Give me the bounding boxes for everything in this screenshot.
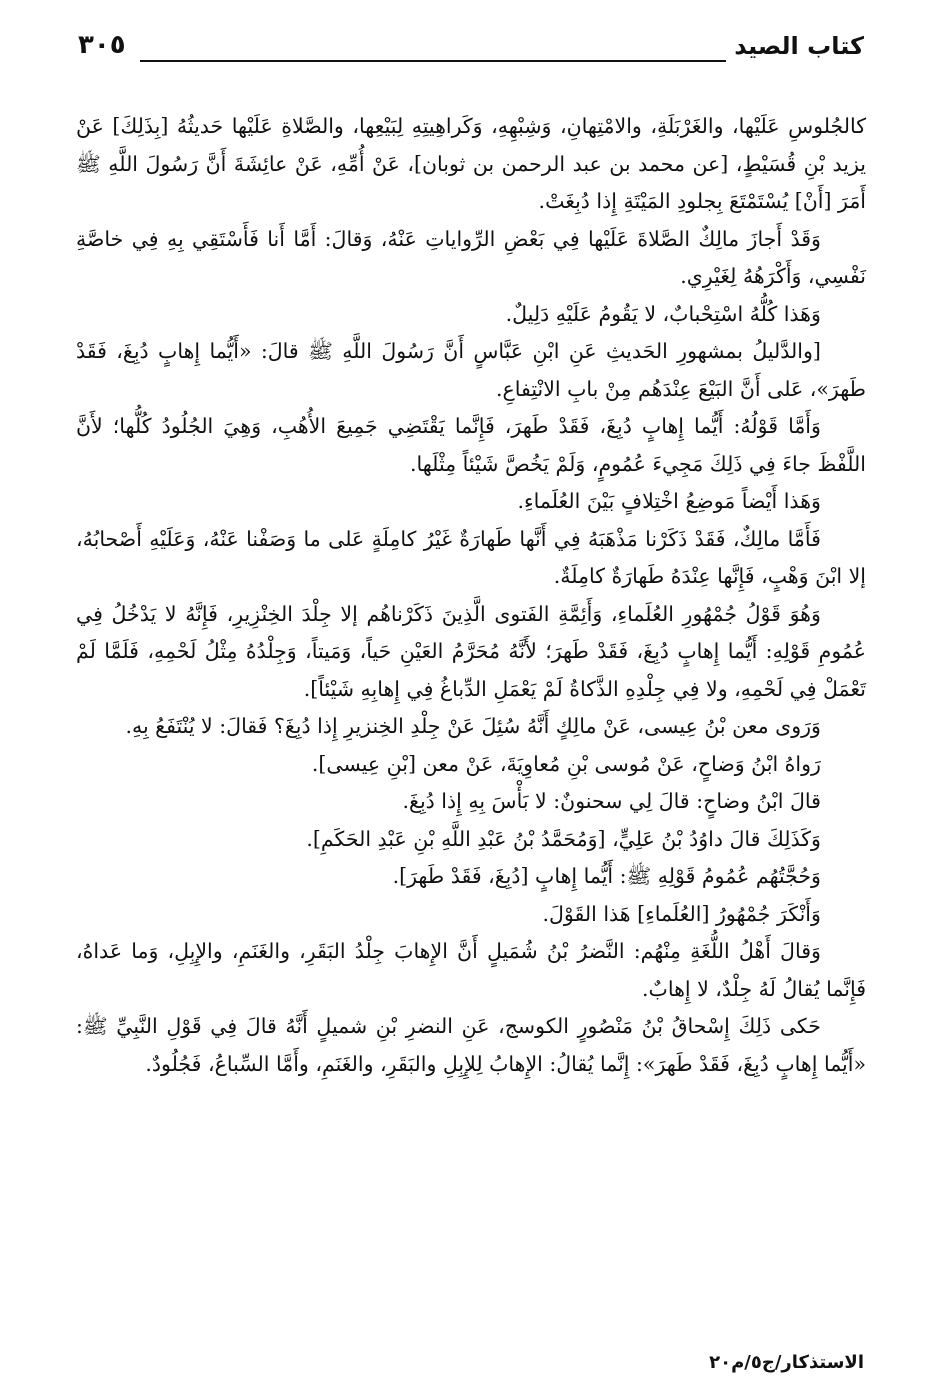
header-rule bbox=[140, 60, 726, 62]
paragraph: فَأَمَّا مالِكٌ، فَقَدْ ذَكَرْنا مَذْهَبَهُ فِي أَنَّها طَهارَةٌ غَيْرُ كامِلَةٍ عَلى ما وَصَفْنا عَنْهُ، وَعَلَيْهِ أَصْحابُهُ، إلا ابْنَ وَهْبٍ، فَإِنَّها عِنْدَهُ طَهارَةٌ كامِلَةٌ. bbox=[76, 526, 866, 588]
paragraph: وَكَذَلِكَ قالَ داوُدُ بْنُ عَلِيٍّ، [وَمُحَمَّدُ بْنُ عَبْدِ اللَّهِ بْنِ عَبْدِ الحَكَمِ]. bbox=[306, 826, 821, 851]
paragraph: وَهُوَ قَوْلُ جُمْهُورِ العُلَماءِ، وَأَئِمَّةِ الفَتوى الَّذِينَ ذَكَرْناهُم إلا جِلْدَ الخِنْزِيرِ، فَإِنَّهُ لا يَدْخُلُ فِي عُمُومِ قَوْلِهِ: أَيُّما إِهابٍ دُبِغَ، فَقَدْ طَهرَ؛ لأَنَّهُ مُحَرَّمُ العَيْنِ حَياً، وَمَيتاً، وَجِلْدُهُ مِثْلُ لَحْمِهِ، فَلَمَّا لَمْ تَعْمَلْ فِي لَحْمِهِ، ولا فِي جِلْدِهِ الذَّكاةُ لَمْ يَعْمَلِ الدِّباغُ فِي إِهابِهِ شَيْئاً]. bbox=[76, 601, 866, 701]
paragraph: وَأَنْكَرَ جُمْهُورُ [العُلَماءِ] هَذا القَوْلَ. bbox=[542, 901, 821, 926]
paragraph: وَهَذا أَيْضاً مَوضِعُ اخْتِلافٍ بَيْنَ العُلَماءِ. bbox=[517, 489, 821, 513]
paragraph: وَحُجَّتُهُم عُمُومُ قَوْلِهِ ﷺ: أَيُّما إِهابٍ [دُبِغَ، فَقَدْ طَهرَ]. bbox=[392, 864, 821, 888]
page-body bbox=[76, 108, 866, 1083]
page-number: ٣٠٥ bbox=[78, 30, 126, 60]
paragraph: [والدَّليلُ بمشهورِ الحَديثِ عَنِ ابْنِ عَبَّاسٍ أَنَّ رَسُولَ اللَّهِ ﷺ قالَ: «أَيُّما إِهابٍ دُبِغَ، فَقَدْ طَهرَ»، عَلى أَنَّ البَيْعَ عِنْدَهُم مِنْ بابِ الانْتِفاعِ. bbox=[76, 339, 866, 401]
paragraph: وَهَذا كُلُّهُ اسْتِحْبابٌ، لا يَقُومُ عَلَيْهِ دَلِيلٌ. bbox=[505, 301, 821, 326]
footer-signature: الاستذكار/ج٥/م٢٠ bbox=[709, 1352, 864, 1373]
paragraph: وَقَدْ أَجازَ مالِكٌ الصَّلاةَ عَلَيْها فِي بَعْضِ الرِّواياتِ عَنْهُ، وَقالَ: أَمَّا أَنا فَأَسْتَقِي بِهِ فِي خاصَّةِ نَفْسِي، وَأَكْرَهُهُ لِغَيْرِي. bbox=[76, 226, 866, 288]
book-title: كتاب الصيد bbox=[734, 32, 864, 60]
page-header bbox=[78, 28, 864, 68]
paragraph: وَقالَ أَهْلُ اللُّغَةِ مِنْهُم: النَّضرُ بْنُ شُمَيلٍ أَنَّ الإِهابَ جِلْدُ البَقَرِ، والغَنَمِ، والإِبِلِ، وَما عَداهُ، فَإِنَّما يُقالُ لَهُ جِلْدٌ، لا إِهابٌ. bbox=[76, 939, 866, 1001]
paragraph: حَكى ذَلِكَ إِسْحاقُ بْنُ مَنْصُورٍ الكوسج، عَنِ النضرِ بْنِ شميلٍ أَنَّهُ قالَ فِي قَوْلِ النَّبِيِّ ﷺ: «أَيُّما إِهابٍ دُبِغَ، فَقَدْ طَهرَ»: إِنَّما يُقالُ: الإِهابُ لِلإِبِلِ والبَقَرِ، والغَنَمِ، وأَمَّا السِّباعُ، فَجُلُودٌ. bbox=[76, 1014, 866, 1076]
paragraph: وَأَمَّا قَوْلُهُ: أَيُّما إِهابٍ دُبِغَ، فَقَدْ طَهرَ، فَإِنَّما يَقْتَضِي جَمِيعَ الأُهُبِ، وَهِيَ الجُلُودُ كُلُّها؛ لأَنَّ اللَّفْظَ جاءَ فِي ذَلِكَ مَجِيءَ عُمُومٍ، وَلَمْ يَخُصَّ شَيْئاً مِثْلَها. bbox=[76, 414, 866, 476]
paragraph: رَواهُ ابْنُ وَضاحٍ، عَنْ مُوسى بْنِ مُعاوِيَةَ، عَنْ معن [بْنِ عِيسى]. bbox=[311, 751, 821, 776]
paragraph: قالَ ابْنُ وضاحٍ: قالَ لِي سحنونٌ: لا بَأْسَ بِهِ إِذا دُبِغَ. bbox=[402, 789, 821, 813]
paragraph: كالجُلوسِ عَلَيْها، والغَرْبَلَةِ، والامْتِهانِ، وَشِبْهِهِ، وَكَراهِيتِهِ لِبَيْعِها، والصَّلاةِ عَلَيْها حَديثُهُ [بِذَلِكَ] عَنْ يزيد بْنِ قُسَيْطٍ، [عن محمد بن عبد الرحمن بن ثوبان]، عَنْ أُمِّهِ، عَنْ عائِشَةَ أَنَّ رَسُولَ اللَّهِ ﷺ أَمَرَ [أَنْ] يُسْتَمْتَعَ بِجلودِ المَيْتَةِ إِذا دُبِغَتْ. bbox=[76, 114, 866, 213]
paragraph: وَرَوى معن بْنُ عِيسى، عَنْ مالِكٍ أَنَّهُ سُئِلَ عَنْ جِلْدِ الخِنزيرِ إِذا دُبِغَ؟ فَقالَ: لا يُنْتَفَعُ بِهِ. bbox=[125, 714, 821, 738]
